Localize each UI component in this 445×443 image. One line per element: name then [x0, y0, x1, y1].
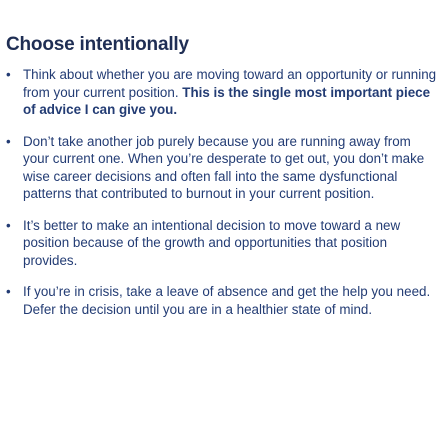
item-text: Think about whether you are moving toward an opportunity or running from your current position. [23, 67, 437, 100]
bullet-icon: • [6, 67, 11, 82]
item-text: If you’re in crisis, take a leave of absence and get the help you need. Defer the decision until you are in a healthier state of mind. [23, 284, 431, 317]
list-item [6, 66, 439, 119]
item-text: Don’t take another job purely because you are running away from your current one. When you’re desperate to get out, you don’t make wise career decisions and often fall into the same dysfunctional patterns that contributed to burnout in your current position. [23, 133, 425, 201]
bullet-icon: • [6, 284, 11, 299]
list-item [6, 217, 439, 270]
item-text: It’s better to make an intentional decision to move toward a new position because of the growth and opportunities that position provides. [23, 217, 401, 268]
advice-list [6, 66, 439, 318]
bullet-icon: • [6, 133, 11, 149]
list-item [6, 133, 439, 203]
bullet-icon: • [6, 217, 11, 233]
list-item [6, 283, 439, 318]
section-heading: Choose intentionally [6, 34, 189, 55]
item-emphasis: This is the single most important piece of advice I can give you. [23, 84, 431, 117]
